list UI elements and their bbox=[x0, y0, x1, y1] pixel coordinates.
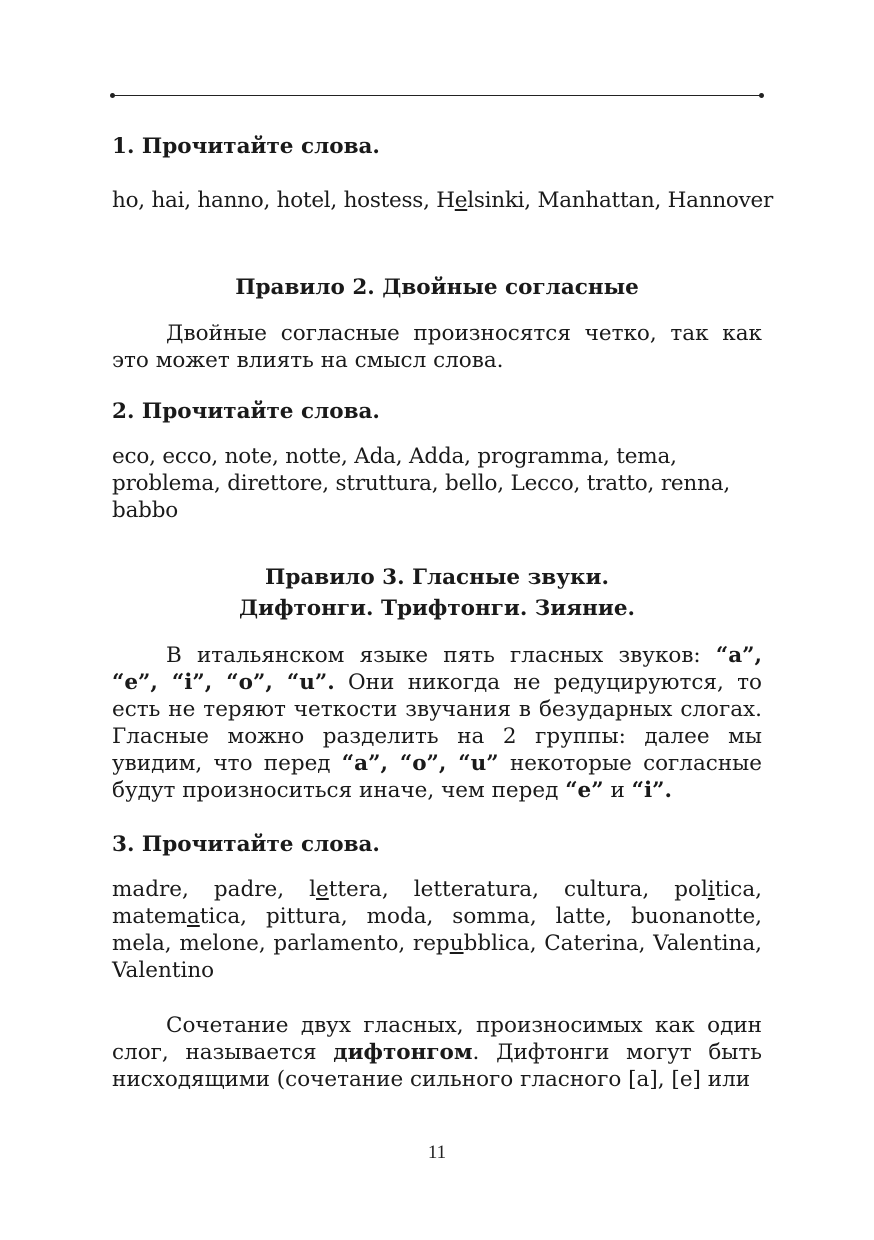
exercise-2-words: eco, ecco, note, notte, Ada, Adda, programma, tema, problema, direttore, struttura, bello, Lecco, tratto, renna, babbo bbox=[112, 444, 730, 523]
exercise-3-words-part: madre, padre, l bbox=[112, 877, 317, 902]
exercise-3-words-part: ttera, letteratura, cultura, pol bbox=[328, 877, 708, 902]
rule-3-title-line-2: Дифтонги. Трифтонги. Зияние. bbox=[239, 596, 635, 621]
exercise-3-words bbox=[112, 876, 762, 984]
rule-2-title: Правило 2. Двойные согласные bbox=[235, 275, 639, 300]
stress-mark: e bbox=[316, 877, 329, 902]
vowels-highlight: “a”, “e”, “i”, “o”, “u”. bbox=[112, 643, 762, 695]
rule-3-text bbox=[112, 642, 762, 804]
vowels-highlight: “e” bbox=[565, 778, 604, 803]
diphthong-text-part: Сочетание двух гласных, произносимых как один слог, называется bbox=[112, 1013, 762, 1065]
diphthong-term: дифтонгом bbox=[333, 1040, 473, 1065]
vowels-highlight: “a”, “o”, “u” bbox=[341, 751, 499, 776]
exercise-2-title: 2. Прочитайте слова. bbox=[112, 399, 380, 424]
rule-3-title-line-1: Правило 3. Гласные звуки. bbox=[265, 565, 609, 590]
diphthong-text-part: . Дифтонги могут быть нисходящими (сочетание сильного гласного [a], [e] или bbox=[112, 1040, 763, 1092]
exercise-1-words-part: lsinki, Manhattan, Hannover bbox=[467, 188, 774, 213]
top-rule bbox=[112, 95, 762, 96]
exercise-1-words bbox=[112, 187, 774, 214]
exercise-3-title: 3. Прочитайте слова. bbox=[112, 832, 380, 857]
rule-3-text-part: и bbox=[603, 778, 632, 803]
exercise-3-words-part: bblica, Caterina, Valentina, Valentino bbox=[112, 931, 763, 983]
page-number: 11 bbox=[427, 1142, 447, 1163]
rule-3-text-part: Они никогда не редуцируются, то есть не теряют четкости звучания в безударных слогах. Гласные можно разделить на 2 группы: далее мы увидим, что перед bbox=[112, 670, 762, 776]
stress-mark: e bbox=[454, 188, 468, 213]
vowels-highlight: “i”. bbox=[631, 778, 672, 803]
exercise-3-words-part: tica, pittura, moda, somma, latte, buonanotte, mela, melone, parlamento, rep bbox=[112, 904, 762, 956]
exercise-1-words-part: ho, hai, hanno, hotel, hostess, H bbox=[112, 188, 455, 213]
rule-3-text-part: В итальянском языке пять гласных звуков: bbox=[166, 643, 716, 668]
exercise-1-title: 1. Прочитайте слова. bbox=[112, 134, 380, 159]
diphthong-text bbox=[112, 1012, 762, 1093]
stress-mark: u bbox=[449, 931, 464, 956]
rule-3-text-part: некоторые согласные будут произноситься иначе, чем перед bbox=[112, 751, 762, 803]
rule-2-text: Двойные согласные произносятся четко, так как это может влиять на смысл слова. bbox=[112, 321, 762, 373]
stress-mark: a bbox=[186, 904, 200, 929]
stress-mark: i bbox=[707, 877, 715, 902]
exercise-3-words-part: tica, matem bbox=[112, 877, 762, 929]
